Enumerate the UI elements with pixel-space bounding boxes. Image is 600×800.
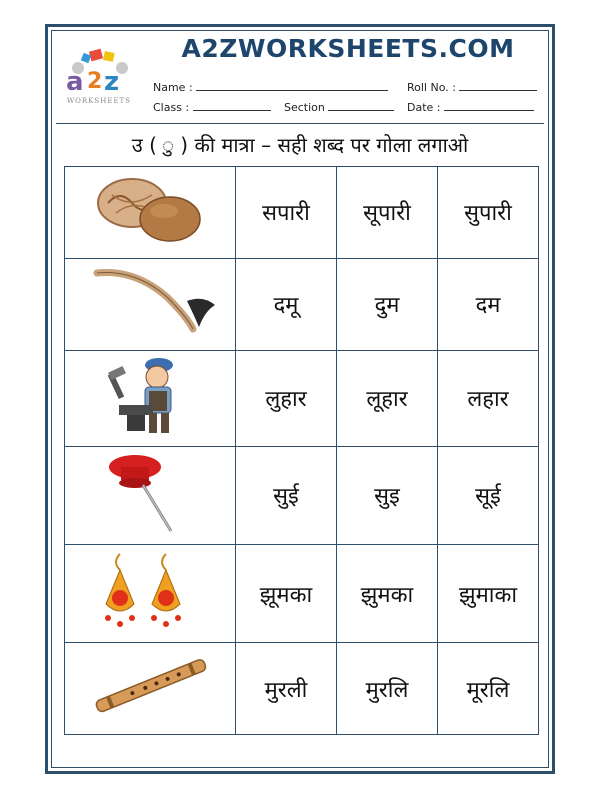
option-cell[interactable]: झूमका [236, 544, 337, 642]
section-field[interactable]: Section [284, 100, 394, 114]
name-field[interactable]: Name : [153, 80, 388, 94]
divider-top [56, 123, 544, 124]
name-line [196, 80, 388, 91]
table-row [65, 350, 539, 446]
svg-text:a: a [66, 67, 84, 97]
section-line [328, 100, 394, 111]
roll-field[interactable]: Roll No. : [407, 80, 537, 94]
logo-caption: WORKSHEETS [66, 97, 132, 105]
option-cell[interactable]: झुमाका [438, 544, 539, 642]
table-row [65, 167, 539, 259]
option-cell[interactable]: दमू [236, 258, 337, 350]
table-row [65, 544, 539, 642]
push-pin-icon [105, 449, 195, 535]
date-field[interactable]: Date : [407, 100, 534, 114]
option-cell[interactable]: सपारी [236, 167, 337, 259]
svg-text:2: 2 [87, 69, 103, 94]
option-cell[interactable]: सुई [236, 446, 337, 544]
option-cell[interactable]: झुमका [337, 544, 438, 642]
option-cell[interactable]: लहार [438, 350, 539, 446]
picture-cell [65, 643, 236, 735]
betel-nut-icon [90, 169, 210, 249]
option-cell[interactable]: सुपारी [438, 167, 539, 259]
class-line [193, 100, 271, 111]
option-cell[interactable]: दम [438, 258, 539, 350]
picture-cell [65, 167, 236, 259]
option-cell[interactable]: सूपारी [337, 167, 438, 259]
tail-icon [75, 261, 225, 341]
table-row [65, 258, 539, 350]
svg-text:z: z [104, 67, 120, 97]
blacksmith-icon [105, 353, 195, 437]
worksheet-heading: उ ( ु ) की मात्रा – सही शब्द पर गोला लगाओ [131, 133, 469, 157]
roll-line [459, 80, 537, 91]
picture-cell [65, 446, 236, 544]
flute-icon [85, 646, 215, 726]
class-field[interactable]: Class : [153, 100, 271, 114]
option-cell[interactable]: सुइ [337, 446, 438, 544]
option-cell[interactable]: दुम [337, 258, 438, 350]
picture-cell [65, 544, 236, 642]
site-title: A2ZWORKSHEETS.COM [181, 34, 515, 63]
table-row [65, 643, 539, 735]
answer-grid [64, 166, 539, 735]
picture-cell [65, 258, 236, 350]
table-row [65, 446, 539, 544]
date-line [444, 100, 534, 111]
option-cell[interactable]: लुहार [236, 350, 337, 446]
picture-cell [65, 350, 236, 446]
option-cell[interactable]: सूई [438, 446, 539, 544]
option-cell[interactable]: लूहार [337, 350, 438, 446]
option-cell[interactable]: मुरलि [337, 643, 438, 735]
option-cell[interactable]: मुरली [236, 643, 337, 735]
earrings-icon [100, 548, 200, 634]
option-cell[interactable]: मूरलि [438, 643, 539, 735]
